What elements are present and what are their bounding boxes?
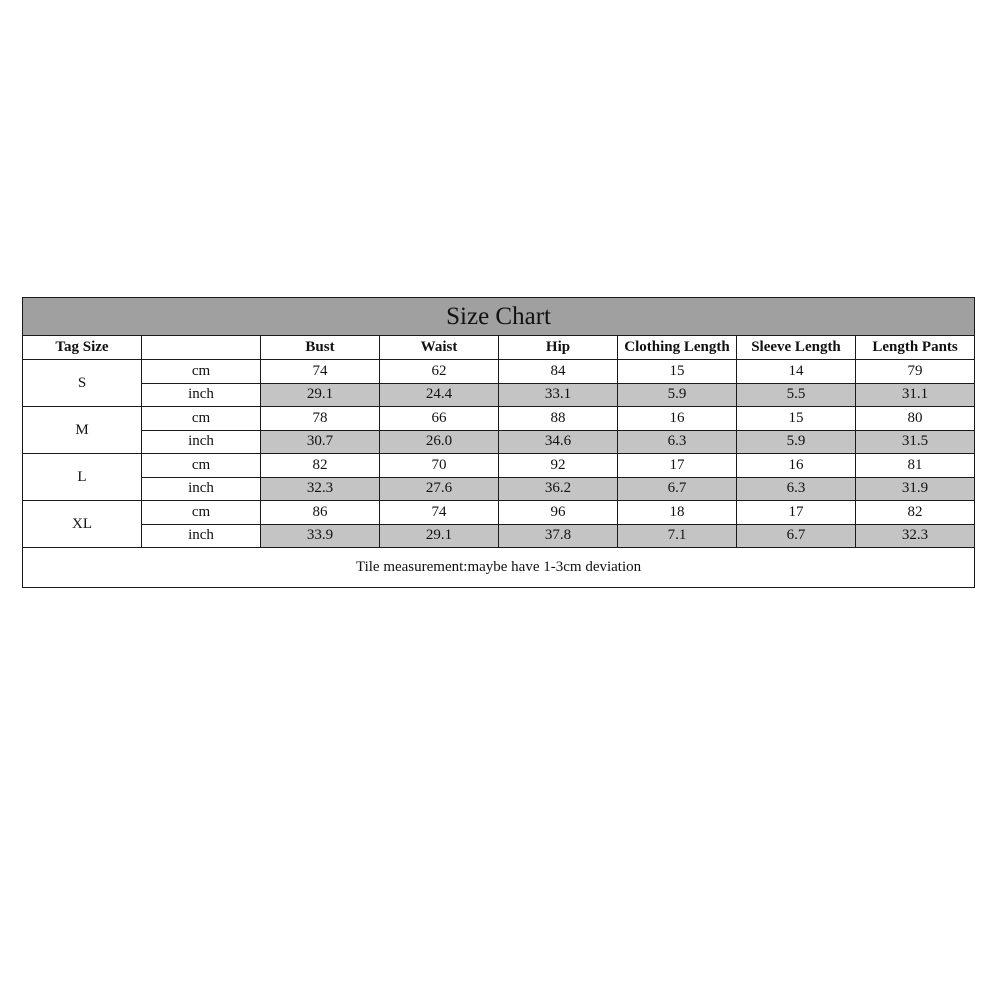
table-row-m-cm [23,407,975,431]
measurement-cell: 92 [499,454,618,478]
measurement-cell: 79 [856,360,975,384]
size-chart-sheet [22,297,974,588]
measurement-cell: 15 [618,360,737,384]
size-label-cell: M [23,407,142,454]
measurement-cell: 86 [261,501,380,525]
table-title: Size Chart [23,298,975,336]
measurement-cell: 34.6 [499,430,618,454]
measurement-cell: 81 [856,454,975,478]
unit-cell: inch [142,477,261,501]
measurement-cell: 16 [618,407,737,431]
measurement-cell: 26.0 [380,430,499,454]
measurement-cell: 32.3 [261,477,380,501]
measurement-cell: 74 [261,360,380,384]
measurement-cell: 6.3 [737,477,856,501]
table-row-m-inch [23,430,975,454]
header-cell: Clothing Length [618,336,737,360]
measurement-cell: 17 [737,501,856,525]
measurement-cell: 36.2 [499,477,618,501]
measurement-cell: 6.7 [737,524,856,548]
measurement-cell: 30.7 [261,430,380,454]
measurement-cell: 27.6 [380,477,499,501]
size-label-cell: XL [23,501,142,548]
measurement-cell: 33.9 [261,524,380,548]
measurement-cell: 70 [380,454,499,478]
size-label-cell: L [23,454,142,501]
measurement-cell: 82 [856,501,975,525]
measurement-cell: 33.1 [499,383,618,407]
measurement-cell: 17 [618,454,737,478]
measurement-cell: 24.4 [380,383,499,407]
measurement-cell: 16 [737,454,856,478]
measurement-cell: 5.9 [618,383,737,407]
deviation-note: Tile measurement:maybe have 1-3cm deviation [23,548,975,588]
unit-cell: inch [142,430,261,454]
measurement-cell: 80 [856,407,975,431]
unit-cell: cm [142,501,261,525]
measurement-cell: 32.3 [856,524,975,548]
measurement-cell: 88 [499,407,618,431]
measurement-cell: 82 [261,454,380,478]
measurement-cell: 74 [380,501,499,525]
measurement-cell: 84 [499,360,618,384]
measurement-cell: 18 [618,501,737,525]
header-cell: Waist [380,336,499,360]
measurement-cell: 62 [380,360,499,384]
measurement-cell: 66 [380,407,499,431]
measurement-cell: 6.3 [618,430,737,454]
header-cell: Length Pants [856,336,975,360]
measurement-cell: 5.5 [737,383,856,407]
header-cell: Hip [499,336,618,360]
measurement-cell: 37.8 [499,524,618,548]
measurement-cell: 5.9 [737,430,856,454]
note-row [23,548,975,588]
size-label-cell: S [23,360,142,407]
measurement-cell: 78 [261,407,380,431]
unit-cell: cm [142,454,261,478]
measurement-cell: 31.1 [856,383,975,407]
table-row-xl-cm [23,501,975,525]
unit-cell: cm [142,360,261,384]
header-cell: Tag Size [23,336,142,360]
measurement-cell: 7.1 [618,524,737,548]
table-row-l-inch [23,477,975,501]
title-row [23,298,975,336]
header-cell [142,336,261,360]
table-row-s-inch [23,383,975,407]
header-row [23,336,975,360]
measurement-cell: 29.1 [380,524,499,548]
measurement-cell: 14 [737,360,856,384]
size-chart-table [22,297,975,588]
table-row-s-cm [23,360,975,384]
table-row-xl-inch [23,524,975,548]
header-cell: Bust [261,336,380,360]
measurement-cell: 31.9 [856,477,975,501]
measurement-cell: 31.5 [856,430,975,454]
unit-cell: inch [142,524,261,548]
unit-cell: cm [142,407,261,431]
header-cell: Sleeve Length [737,336,856,360]
unit-cell: inch [142,383,261,407]
measurement-cell: 6.7 [618,477,737,501]
table-row-l-cm [23,454,975,478]
measurement-cell: 15 [737,407,856,431]
measurement-cell: 96 [499,501,618,525]
measurement-cell: 29.1 [261,383,380,407]
